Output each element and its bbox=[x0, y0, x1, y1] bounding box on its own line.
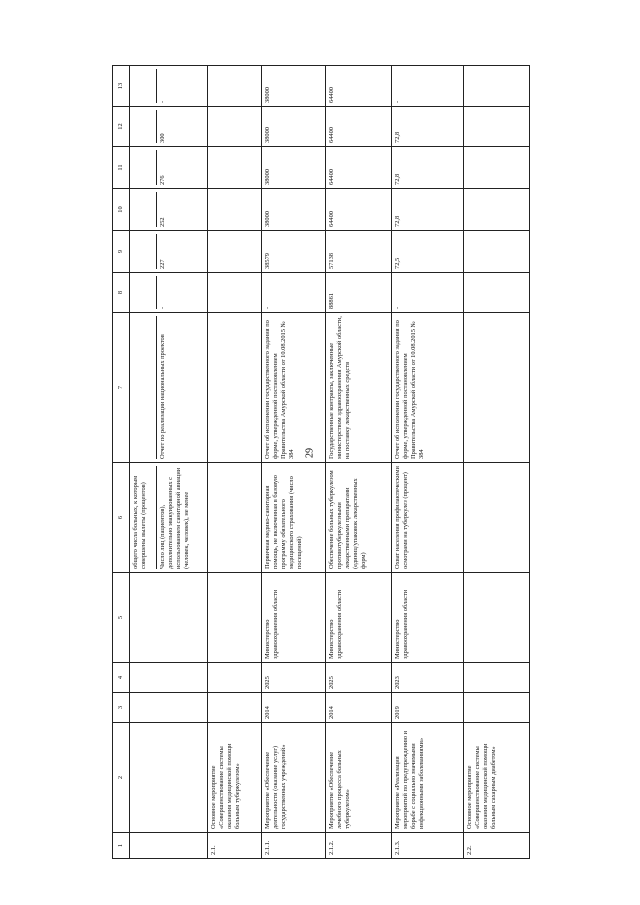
program-table bbox=[112, 65, 530, 859]
value-part: 252 bbox=[156, 192, 207, 227]
column-number: 3 bbox=[113, 692, 130, 722]
row-source bbox=[208, 312, 262, 462]
source-part bbox=[130, 316, 156, 459]
row-end-year bbox=[464, 662, 530, 692]
row-value-8 bbox=[130, 272, 208, 312]
value-part: 227 bbox=[156, 234, 207, 269]
row-start-year: 2019 bbox=[392, 692, 464, 722]
value-part bbox=[130, 69, 156, 103]
column-number: 6 bbox=[113, 462, 130, 572]
row-source: Отчет об исполнении государственного задания по форме, утвержденной постановлением Правительства Амурской области от 10.08.2015 № 384 bbox=[392, 312, 464, 462]
row-value-8: - bbox=[262, 272, 326, 312]
row-source: Государственные контракты, заключенные министерством здравоохранения Амурской области, на поставку лекарственных средств bbox=[326, 312, 392, 462]
row-value-9: 38579 bbox=[262, 230, 326, 272]
column-number: 12 bbox=[113, 106, 130, 146]
row-value-12 bbox=[130, 106, 208, 146]
row-name: Мероприятие «Обеспечение деятельности (оказание услуг) государственных учреждений» bbox=[262, 722, 326, 832]
row-executor: Министерство здравоохранения области bbox=[392, 572, 464, 662]
row-executor bbox=[130, 572, 208, 662]
row-value-13 bbox=[208, 65, 262, 106]
row-value-9: 57138 bbox=[326, 230, 392, 272]
value-part bbox=[130, 150, 156, 185]
column-number-row bbox=[113, 65, 130, 858]
row-value-12 bbox=[208, 106, 262, 146]
row-value-9: 72,5 bbox=[392, 230, 464, 272]
row-value-13: - bbox=[392, 65, 464, 106]
value-part bbox=[130, 234, 156, 269]
row-value-11 bbox=[464, 146, 530, 188]
row-start-year bbox=[130, 692, 208, 722]
row-end-year: 2025 bbox=[262, 662, 326, 692]
row-value-9 bbox=[130, 230, 208, 272]
row-indicator: Охват населения профилактическими осмотрами на туберкулез (процент) bbox=[392, 462, 464, 572]
row-name: Мероприятие «Реализация мероприятий по предупреждению и борьбе с социально значимыми инфекционными заболеваниями» bbox=[392, 722, 464, 832]
row-value-12: 72,8 bbox=[392, 106, 464, 146]
row-value-12 bbox=[464, 106, 530, 146]
row-indicator: Первичная медико-санитарная помощь, не включенная в базовую программу обязательного медицинского страхования (число посещений) bbox=[262, 462, 326, 572]
row-value-10: 72,8 bbox=[392, 188, 464, 230]
row-end-year bbox=[130, 662, 208, 692]
row-executor: Министерство здравоохранения области bbox=[262, 572, 326, 662]
value-part: 300 bbox=[156, 110, 207, 143]
row-source bbox=[464, 312, 530, 462]
column-number: 1 bbox=[113, 832, 130, 858]
row-value-10 bbox=[130, 188, 208, 230]
row-value-13 bbox=[464, 65, 530, 106]
row-id: 2.1.2. bbox=[326, 832, 392, 858]
value-part: - bbox=[156, 69, 207, 103]
table-row bbox=[130, 65, 208, 858]
row-value-11: 38000 bbox=[262, 146, 326, 188]
row-value-10 bbox=[464, 188, 530, 230]
value-part bbox=[130, 192, 156, 227]
table-wrapper bbox=[112, 65, 530, 858]
row-value-13: 64400 bbox=[326, 65, 392, 106]
row-value-8: 88861 bbox=[326, 272, 392, 312]
indicator-part: Число лиц (пациентов), дополнительно эвакуированных с использованием санитарной авиации (человек, человек), не менее bbox=[156, 466, 207, 569]
column-number: 9 bbox=[113, 230, 130, 272]
row-executor bbox=[208, 572, 262, 662]
row-end-year: 2025 bbox=[326, 662, 392, 692]
row-value-11: 64400 bbox=[326, 146, 392, 188]
value-part: - bbox=[156, 276, 207, 309]
row-value-13: 38000 bbox=[262, 65, 326, 106]
column-number: 7 bbox=[113, 312, 130, 462]
row-value-10 bbox=[208, 188, 262, 230]
row-value-8: - bbox=[392, 272, 464, 312]
row-start-year: 2014 bbox=[262, 692, 326, 722]
row-indicator bbox=[208, 462, 262, 572]
value-part bbox=[130, 276, 156, 309]
row-value-8 bbox=[208, 272, 262, 312]
page-number: 29 bbox=[304, 448, 316, 458]
row-value-8 bbox=[464, 272, 530, 312]
row-name: Основное мероприятие «Совершенствование системы оказания медицинской помощи больным сахарным диабетом» bbox=[464, 722, 530, 832]
table-row bbox=[392, 65, 464, 858]
row-value-9 bbox=[208, 230, 262, 272]
row-end-year: 2023 bbox=[392, 662, 464, 692]
table-row bbox=[326, 65, 392, 858]
column-number: 2 bbox=[113, 722, 130, 832]
column-number: 11 bbox=[113, 146, 130, 188]
row-name: Мероприятие «Обеспечение лечебного процесса больных туберкулезом» bbox=[326, 722, 392, 832]
row-value-11 bbox=[130, 146, 208, 188]
value-part bbox=[130, 110, 156, 143]
column-number: 4 bbox=[113, 662, 130, 692]
row-id: 2.2. bbox=[464, 832, 530, 858]
row-start-year bbox=[208, 692, 262, 722]
row-value-12: 38000 bbox=[262, 106, 326, 146]
row-value-11 bbox=[208, 146, 262, 188]
row-source: Отчет об исполнении государственного задания по форме, утвержденной постановлением Правительства Амурской области от 10.08.2015 № 384 bbox=[262, 312, 326, 462]
row-value-13 bbox=[130, 65, 208, 106]
row-start-year: 2014 bbox=[326, 692, 392, 722]
row-value-11: 72,8 bbox=[392, 146, 464, 188]
indicator-part: общего числа больных, к которым совершены вылеты (процентов) bbox=[132, 475, 147, 569]
row-name: Основное мероприятие «Совершенствование системы оказания медицинской помощи больным туберкулезом» bbox=[208, 722, 262, 832]
row-id: 2.1.3. bbox=[392, 832, 464, 858]
row-id: 2.1. bbox=[208, 832, 262, 858]
row-indicator bbox=[464, 462, 530, 572]
row-indicator bbox=[130, 462, 208, 572]
table-row bbox=[262, 65, 326, 858]
row-id: 2.1.1. bbox=[262, 832, 326, 858]
row-indicator: Обеспечение больных туберкулезом противотуберкулезными лекарственными препаратами (единиц/упаковок лекарственных форм) bbox=[326, 462, 392, 572]
row-source bbox=[130, 312, 208, 462]
row-start-year bbox=[464, 692, 530, 722]
row-value-10: 64400 bbox=[326, 188, 392, 230]
row-value-9 bbox=[464, 230, 530, 272]
row-end-year bbox=[208, 662, 262, 692]
value-part: 276 bbox=[156, 150, 207, 185]
table-row bbox=[464, 65, 530, 858]
row-executor: Министерство здравоохранения области bbox=[326, 572, 392, 662]
column-number: 8 bbox=[113, 272, 130, 312]
row-value-12: 64400 bbox=[326, 106, 392, 146]
row-name bbox=[130, 722, 208, 832]
column-number: 13 bbox=[113, 65, 130, 106]
source-part: Отчет по реализации национальных проектов bbox=[156, 316, 207, 459]
column-number: 5 bbox=[113, 572, 130, 662]
row-value-10: 38000 bbox=[262, 188, 326, 230]
row-executor bbox=[464, 572, 530, 662]
row-id bbox=[130, 832, 208, 858]
table-row bbox=[208, 65, 262, 858]
column-number: 10 bbox=[113, 188, 130, 230]
